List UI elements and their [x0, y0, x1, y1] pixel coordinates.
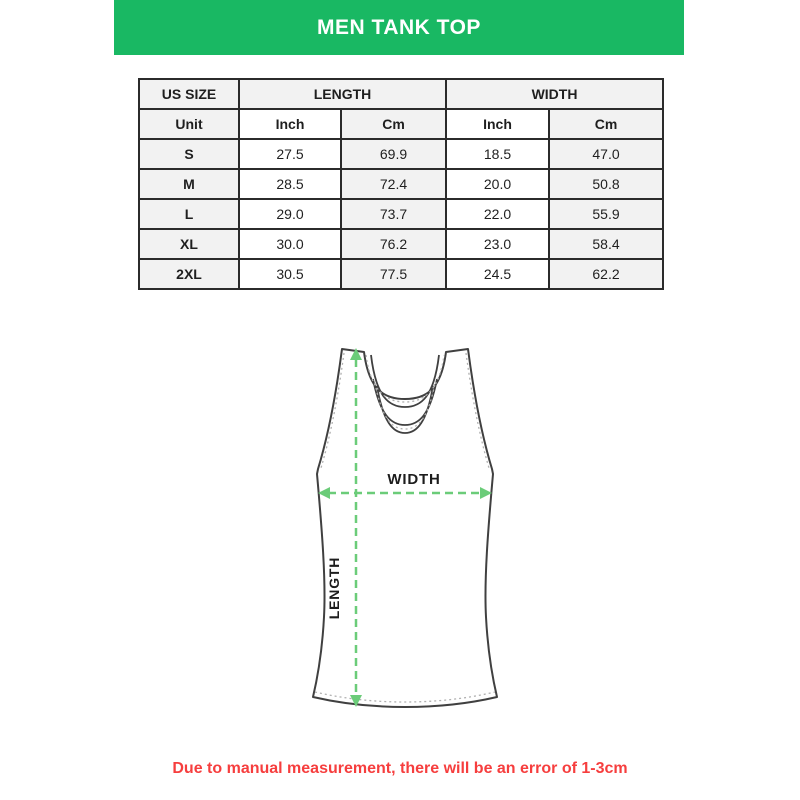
size-label: L [139, 199, 239, 229]
length-inch-value: 27.5 [239, 139, 341, 169]
unit-length-inch: Inch [239, 109, 341, 139]
length-inch-value: 29.0 [239, 199, 341, 229]
width-cm-value: 58.4 [549, 229, 663, 259]
length-cm-value: 77.5 [341, 259, 446, 289]
unit-label: Unit [139, 109, 239, 139]
header-length: LENGTH [239, 79, 446, 109]
table-header-row [139, 79, 663, 109]
size-chart-table [138, 78, 664, 290]
table-row [139, 139, 663, 169]
width-label: WIDTH [387, 471, 441, 488]
size-label: 2XL [139, 259, 239, 289]
width-cm-value: 62.2 [549, 259, 663, 289]
header-us-size: US SIZE [139, 79, 239, 109]
width-cm-value: 55.9 [549, 199, 663, 229]
width-inch-value: 22.0 [446, 199, 549, 229]
length-inch-value: 30.5 [239, 259, 341, 289]
length-inch-value: 30.0 [239, 229, 341, 259]
page-title: MEN TANK TOP [317, 15, 481, 39]
length-inch-value: 28.5 [239, 169, 341, 199]
width-inch-value: 20.0 [446, 169, 549, 199]
width-cm-value: 50.8 [549, 169, 663, 199]
table-row [139, 259, 663, 289]
width-inch-value: 24.5 [446, 259, 549, 289]
table-unit-row [139, 109, 663, 139]
size-label: S [139, 139, 239, 169]
length-cm-value: 69.9 [341, 139, 446, 169]
length-cm-value: 76.2 [341, 229, 446, 259]
unit-length-cm: Cm [341, 109, 446, 139]
length-cm-value: 72.4 [341, 169, 446, 199]
tank-top-measurement-diagram [240, 330, 560, 725]
tank-top-outline [313, 349, 497, 707]
header-width: WIDTH [446, 79, 663, 109]
unit-width-inch: Inch [446, 109, 549, 139]
table-row [139, 169, 663, 199]
width-inch-value: 23.0 [446, 229, 549, 259]
size-label: XL [139, 229, 239, 259]
width-inch-value: 18.5 [446, 139, 549, 169]
width-cm-value: 47.0 [549, 139, 663, 169]
length-cm-value: 73.7 [341, 199, 446, 229]
unit-width-cm: Cm [549, 109, 663, 139]
table-row [139, 229, 663, 259]
length-label: LENGTH [326, 556, 342, 620]
title-banner [114, 0, 684, 55]
size-label: M [139, 169, 239, 199]
measurement-error-note: Due to manual measurement, there will be an error of 1-3cm [172, 760, 628, 777]
table-row [139, 199, 663, 229]
